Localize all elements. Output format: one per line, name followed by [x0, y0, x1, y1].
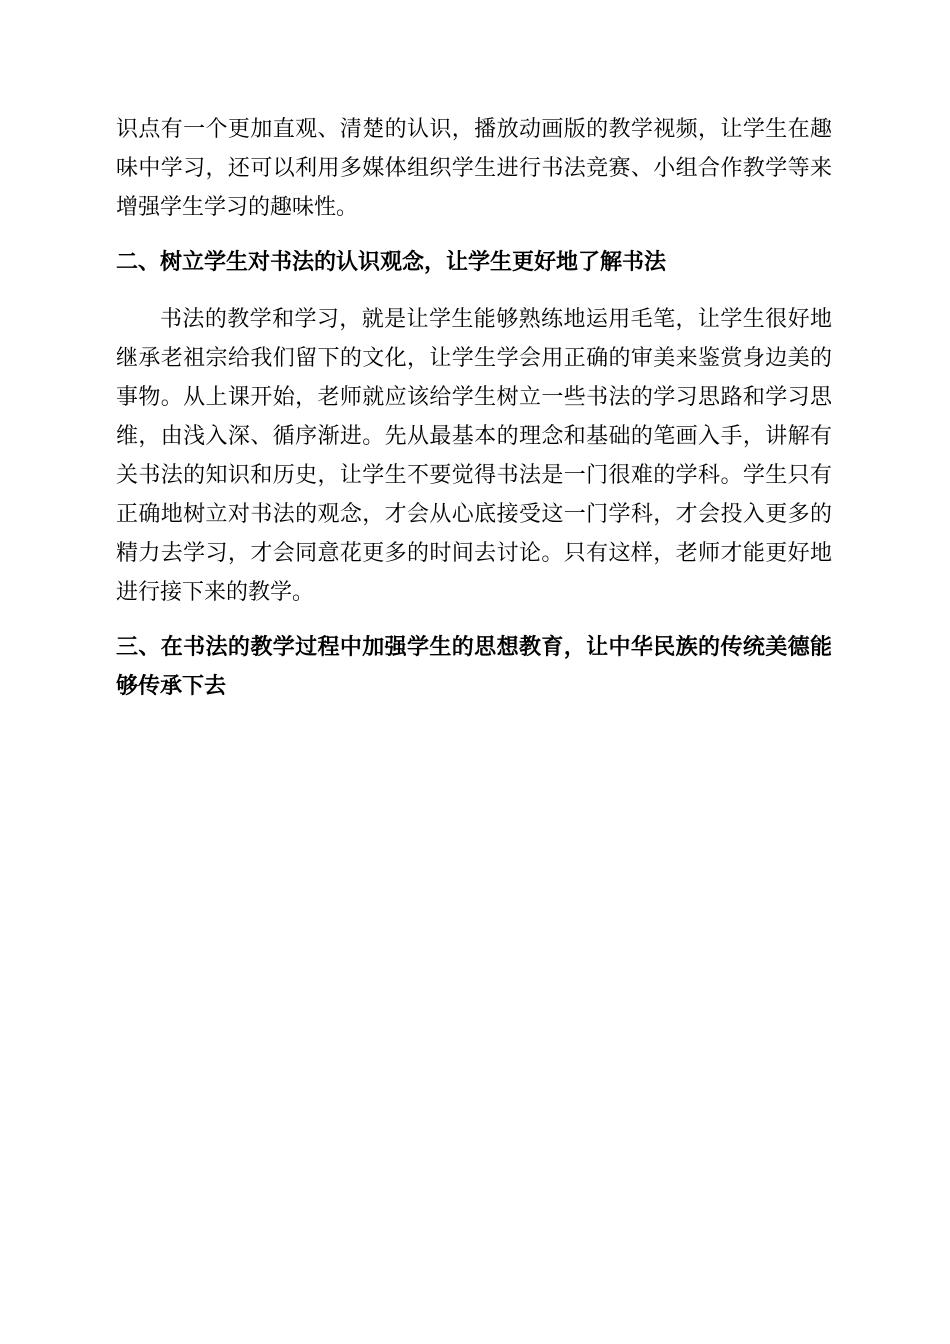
section-heading-3: 三、在书法的教学过程中加强学生的思想教育，让中华民族的传统美德能够传承下去	[116, 635, 832, 699]
paragraph-continued: 识点有一个更加直观、清楚的认识，播放动画版的教学视频，让学生在趣味中学习，还可以利用多媒体组织学生进行书法竞赛、小组合作教学等来增强学生学习的趣味性。	[116, 117, 832, 220]
section-2-paragraph: 书法的教学和学习，就是让学生能够熟练地运用毛笔，让学生很好地继承老祖宗给我们留下的文化，让学生学会用正确的审美来鉴赏身边美的事物。从上课开始，老师就应该给学生树立一些书法的学习思路和学习思维，由浅入深、循序渐进。先从最基本的理念和基础的笔画入手，讲解有关书法的知识和历史，让学生不要觉得书法是一门很难的学科。学生只有正确地树立对书法的观念，才会从心底接受这一门学科，才会投入更多的精力去学习，才会同意花更多的时间去讨论。只有这样，老师才能更好地进行接下来的教学。	[116, 307, 832, 605]
document-body	[116, 110, 832, 706]
section-heading-2: 二、树立学生对书法的认识观念，让学生更好地了解书法	[116, 250, 667, 275]
